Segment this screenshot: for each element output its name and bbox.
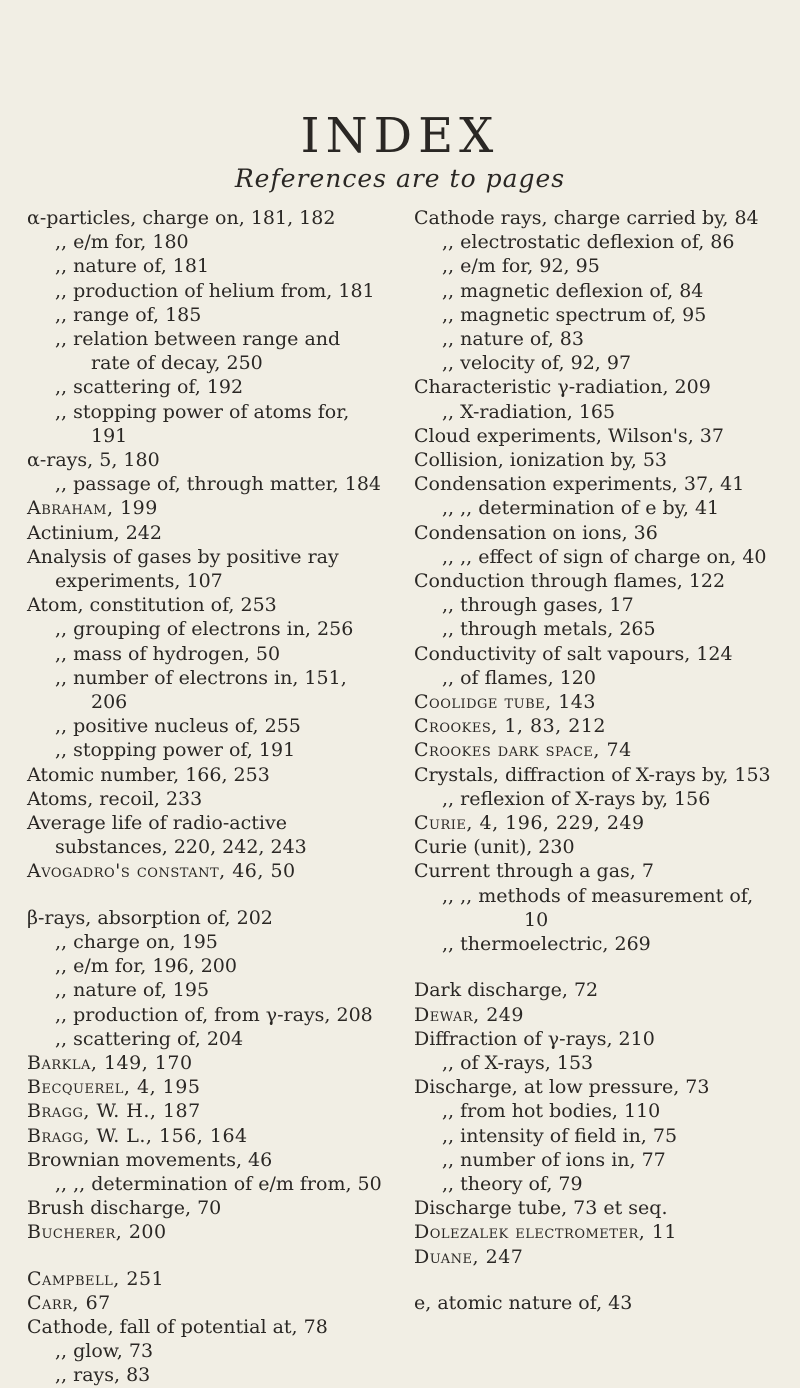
index-entry: ,, magnetic spectrum of, 95 (442, 303, 707, 326)
index-entry: ,, through gases, 17 (442, 594, 634, 617)
index-entry: ,, scattering of, 204 (55, 1027, 244, 1050)
index-entry: e, atomic nature of, 43 (414, 1291, 633, 1314)
index-entry: Collision, ionization by, 53 (414, 449, 668, 472)
index-entry: ,, ,, methods of measurement of, 10 (442, 884, 754, 931)
index-entry: Discharge, at low pressure, 73 (414, 1076, 710, 1099)
index-entry: Atomic number, 166, 253 (27, 763, 270, 786)
index-entry: ,, from hot bodies, 110 (442, 1100, 661, 1123)
index-entry: Duane, 247 (414, 1245, 524, 1268)
index-entry: ,, magnetic deflexion of, 84 (442, 279, 704, 302)
index-entry: ,, ,, determination of e by, 41 (442, 497, 720, 520)
index-entry: Diffraction of γ-rays, 210 (414, 1027, 655, 1050)
index-entry: Characteristic γ-radiation, 209 (414, 376, 711, 399)
index-entry: Cathode, fall of potential at, 78 (27, 1315, 328, 1338)
index-entry: Average life of radio-active substances, 220, 242, 243 (27, 812, 307, 859)
index-entry: ,, e/m for, 180 (55, 231, 189, 254)
section-gap (414, 956, 776, 978)
index-entry: ,, intensity of field in, 75 (442, 1124, 678, 1147)
index-entry: Current through a gas, 7 (414, 860, 654, 883)
index-entry: Campbell, 251 (27, 1267, 165, 1290)
index-entry: Curie, 4, 196, 229, 249 (414, 812, 645, 835)
index-entry: Curie (unit), 230 (414, 836, 575, 859)
index-entry: Conduction through flames, 122 (414, 570, 726, 593)
index-entry: ,, number of electrons in, 151, 206 (55, 666, 347, 714)
index-entry: Atom, constitution of, 253 (27, 594, 277, 617)
index-entry: ,, reflexion of X-rays by, 156 (442, 787, 711, 810)
index-entry: ,, relation between range and rate of decay, 250 (55, 328, 341, 375)
index-entry: ,, thermoelectric, 269 (442, 933, 651, 956)
section-gap (27, 884, 382, 906)
index-entry: ,, nature of, 181 (55, 255, 210, 278)
index-entry: ,, rays, 83 (55, 1364, 151, 1387)
index-entry: α-rays, 5, 180 (27, 449, 160, 472)
index-entry: Crookes, 1, 83, 212 (414, 715, 607, 738)
index-entry: ,, theory of, 79 (442, 1172, 583, 1195)
index-entry: ,, glow, 73 (55, 1340, 154, 1363)
index-entry: Cloud experiments, Wilson's, 37 (414, 424, 724, 447)
index-entry: Analysis of gases by positive ray experiments, 107 (27, 545, 339, 593)
index-entry: ,, stopping power of, 191 (55, 739, 296, 762)
index-entry: Becquerel, 4, 195 (27, 1076, 201, 1099)
index-entry: ,, e/m for, 92, 95 (442, 255, 600, 278)
index-entry: ,, X-radiation, 165 (442, 400, 616, 423)
index-entry: ,, production of, from γ-rays, 208 (55, 1003, 373, 1026)
index-entry: ,, ,, determination of e/m from, 50 (55, 1172, 382, 1195)
index-entry: Actinium, 242 (27, 521, 162, 544)
index-entry: ,, scattering of, 192 (55, 376, 244, 399)
index-entry: ,, through metals, 265 (442, 618, 656, 641)
index-entry: ,, number of ions in, 77 (442, 1148, 666, 1171)
index-entry: Crookes dark space, 74 (414, 739, 632, 762)
index-entry: ,, electrostatic deflexion of, 86 (442, 231, 735, 254)
index-entry: Bragg, W. H., 187 (27, 1100, 201, 1123)
index-entry: Brush discharge, 70 (27, 1197, 222, 1220)
index-column-left (27, 206, 382, 1388)
index-entry: ,, stopping power of atoms for, 191 (55, 400, 350, 447)
index-entry: ,, of X-rays, 153 (442, 1051, 594, 1074)
index-entry: Avogadro's constant, 46, 50 (27, 860, 296, 883)
index-entry: ,, production of helium from, 181 (55, 279, 375, 302)
page-title: INDEX (300, 108, 500, 164)
index-entry: Abraham, 199 (27, 497, 158, 520)
index-entry: ,, positive nucleus of, 255 (55, 715, 301, 738)
index-entry: ,, ,, effect of sign of charge on, 40 (442, 545, 767, 568)
index-entry: β-rays, absorption of, 202 (27, 906, 273, 929)
index-entry: ,, nature of, 83 (442, 328, 584, 351)
index-entry: Barkla, 149, 170 (27, 1051, 193, 1074)
index-entry: Bragg, W. L., 156, 164 (27, 1124, 248, 1147)
index-entry: ,, of flames, 120 (442, 666, 596, 689)
index-entry: Coolidge tube, 143 (414, 691, 596, 714)
index-column-right (414, 206, 776, 1315)
index-entry: Bucherer, 200 (27, 1221, 167, 1244)
index-entry: α-particles, charge on, 181, 182 (27, 207, 336, 229)
index-entry: Dewar, 249 (414, 1003, 524, 1026)
index-entry: Conductivity of salt vapours, 124 (414, 642, 733, 665)
index-entry: ,, nature of, 195 (55, 979, 210, 1002)
index-entry: ,, range of, 185 (55, 303, 202, 326)
index-entry: Cathode rays, charge carried by, 84 (414, 207, 759, 229)
index-entry: ,, mass of hydrogen, 50 (55, 642, 281, 665)
index-entry: ,, velocity of, 92, 97 (442, 352, 632, 375)
index-entry: Crystals, diffraction of X-rays by, 153 (414, 763, 771, 786)
page-subtitle: References are to pages (234, 164, 566, 193)
index-entry: ,, charge on, 195 (55, 930, 218, 953)
index-entry: Carr, 67 (27, 1291, 111, 1314)
index-entry: Dolezalek electrometer, 11 (414, 1221, 677, 1244)
index-entry: ,, e/m for, 196, 200 (55, 955, 237, 978)
index-entry: Brownian movements, 46 (27, 1148, 273, 1171)
index-entry: Dark discharge, 72 (414, 979, 599, 1002)
index-entry: Discharge tube, 73 et seq. (414, 1197, 668, 1220)
index-entry: ,, grouping of electrons in, 256 (55, 618, 354, 641)
index-entry: Condensation experiments, 37, 41 (414, 473, 745, 496)
section-gap (414, 1269, 776, 1291)
section-gap (27, 1245, 382, 1267)
index-entry: Atoms, recoil, 233 (27, 787, 203, 810)
index-entry: ,, passage of, through matter, 184 (55, 473, 382, 496)
index-entry: Condensation on ions, 36 (414, 521, 658, 544)
